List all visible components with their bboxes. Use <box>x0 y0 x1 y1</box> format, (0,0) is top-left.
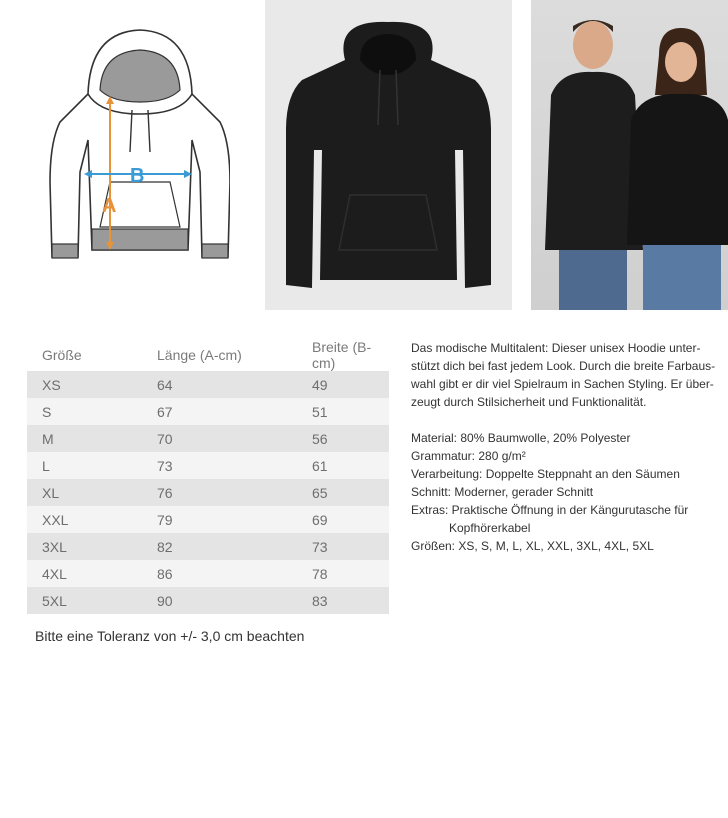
cell-width: 61 <box>297 452 389 479</box>
intro-line: wahl gibt er dir viel Spielraum in Sachen Styling. Er über- <box>411 377 714 391</box>
cell-size: M <box>27 425 142 452</box>
header-size: Größe <box>42 347 82 363</box>
cell-width: 78 <box>297 560 389 587</box>
sizes-spec: Größen: XS, S, M, L, XL, XXL, 3XL, 4XL, 5XL <box>411 539 654 553</box>
table-row <box>27 398 389 425</box>
schnitt-spec: Schnitt: Moderner, gerader Schnitt <box>411 485 594 499</box>
table-header-row <box>27 339 389 371</box>
table-row <box>27 425 389 452</box>
cell-length: 90 <box>142 587 297 614</box>
intro-line: stützt dich bei fast jedem Look. Durch die breite Farbaus- <box>411 359 716 373</box>
cell-size: L <box>27 452 142 479</box>
cell-width: 65 <box>297 479 389 506</box>
cell-size: XXL <box>27 506 142 533</box>
tolerance-note: Bitte eine Toleranz von +/- 3,0 cm beachten <box>35 628 305 644</box>
cell-length: 73 <box>142 452 297 479</box>
cell-width: 73 <box>297 533 389 560</box>
label-a: A <box>102 195 117 217</box>
table-row <box>27 587 389 614</box>
header-width: Breite (B-cm) <box>312 339 372 371</box>
cell-size: 5XL <box>27 587 142 614</box>
extras-spec: Extras: Praktische Öffnung in der Kängurutasche für <box>411 503 689 517</box>
hoodie-size-diagram <box>40 22 230 292</box>
cell-length: 70 <box>142 425 297 452</box>
cell-length: 86 <box>142 560 297 587</box>
verarbeitung-spec: Verarbeitung: Doppelte Steppnaht an den Säumen <box>411 467 680 481</box>
grammatur-spec: Grammatur: 280 g/m² <box>411 449 526 463</box>
product-description <box>411 339 723 555</box>
cell-size: 4XL <box>27 560 142 587</box>
models-photo <box>531 0 728 310</box>
table-row <box>27 506 389 533</box>
cell-length: 67 <box>142 398 297 425</box>
intro-line: Das modische Multitalent: Dieser unisex Hoodie unter- <box>411 341 701 355</box>
table-row <box>27 560 389 587</box>
cell-width: 69 <box>297 506 389 533</box>
label-b: B <box>130 165 145 187</box>
cell-width: 51 <box>297 398 389 425</box>
cell-size: XL <box>27 479 142 506</box>
cell-length: 76 <box>142 479 297 506</box>
hoodie-product-photo <box>265 0 512 310</box>
table-row <box>27 479 389 506</box>
header-length: Länge (A-cm) <box>157 347 242 363</box>
cell-width: 49 <box>297 371 389 398</box>
cell-width: 83 <box>297 587 389 614</box>
intro-line: zeugt durch Stilsicherheit und Funktionalität. <box>411 395 647 409</box>
cell-length: 82 <box>142 533 297 560</box>
material-spec: Material: 80% Baumwolle, 20% Polyester <box>411 431 631 445</box>
table-row <box>27 533 389 560</box>
cell-size: XS <box>27 371 142 398</box>
table-row <box>27 452 389 479</box>
cell-width: 56 <box>297 425 389 452</box>
table-row <box>27 371 389 398</box>
size-table <box>27 339 389 614</box>
cell-length: 79 <box>142 506 297 533</box>
extras-spec-continued: Kopfhörerkabel <box>449 521 531 535</box>
cell-length: 64 <box>142 371 297 398</box>
cell-size: 3XL <box>27 533 142 560</box>
cell-size: S <box>27 398 142 425</box>
